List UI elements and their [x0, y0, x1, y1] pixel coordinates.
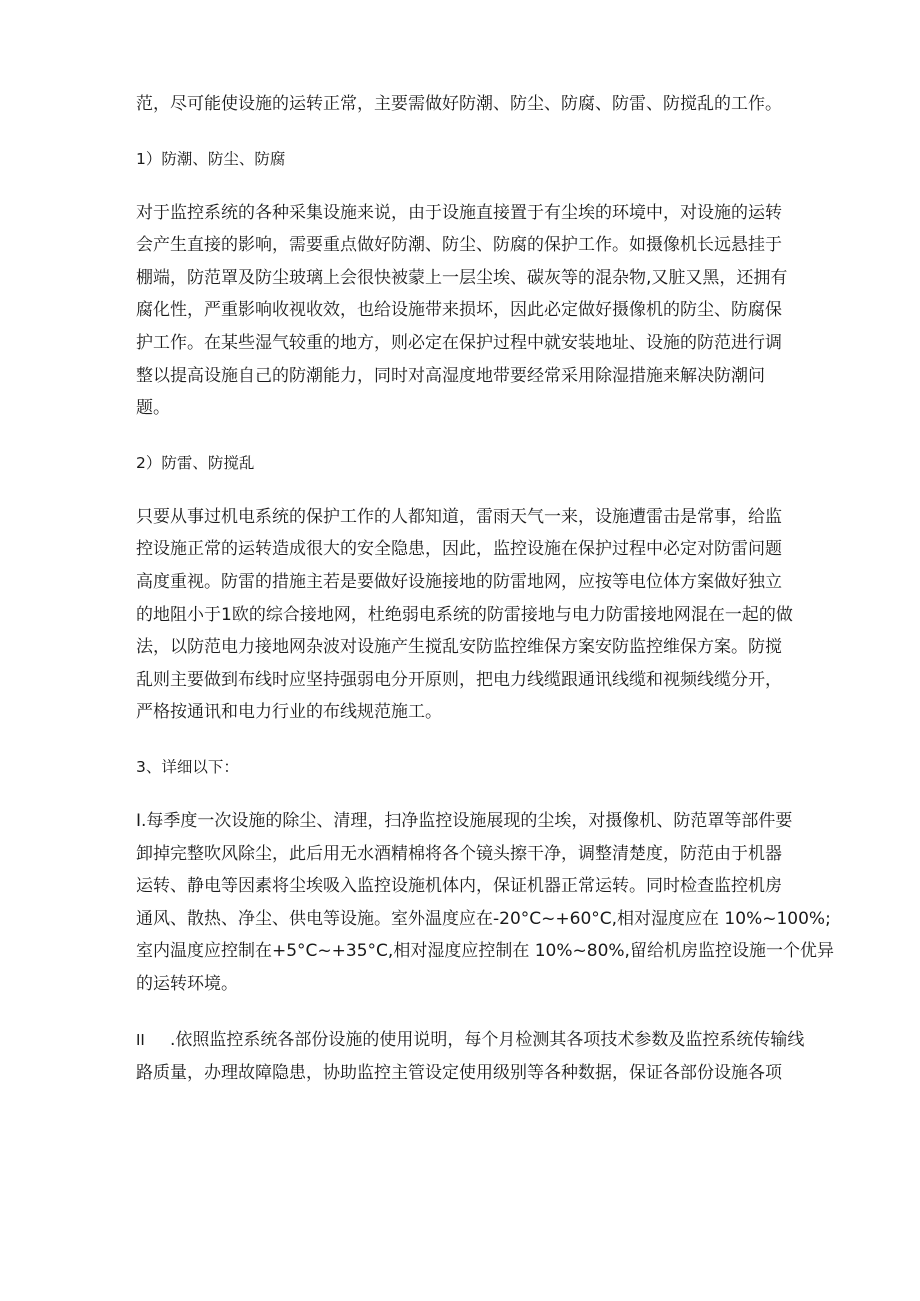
paragraph-monthly-inspection [136, 1024, 805, 1089]
text-line: 路质量，办理故障隐患，协助监控主管设定使用级别等各种数据，保证各部份设施各项 [136, 1063, 782, 1084]
section-heading-2: 2）防雷、防搅乱 [136, 453, 255, 472]
text-line: 题。 [136, 398, 170, 419]
paragraph-lightning-interference [136, 501, 802, 729]
section-heading-1: 1）防潮、防尘、防腐 [136, 149, 286, 168]
text-line-content: .依照监控系统各部份设施的使用说明，每个月检测其各项技术参数及监控系统传输线 [170, 1030, 805, 1051]
paragraph-quarterly-maintenance [136, 805, 834, 1001]
text-line: 室内温度应控制在+5°C~+35°C,相对湿度应控制在 10%~80%,留给机房监控设施一个优异 [136, 941, 834, 962]
text-line: 只要从事过机电系统的保护工作的人都知道，雷雨天气一来，设施遭雷击是常事，给监 [136, 506, 782, 527]
spacer [136, 1000, 802, 1024]
text-line: 范，尽可能使设施的运转正常，主要需做好防潮、防尘、防腐、防雷、防搅乱的工作。 [136, 94, 782, 114]
text-line: 高度重视。防雷的措施主若是要做好设施接地的防雷地网，应按等电位体方案做好独立 [136, 571, 782, 592]
text-line: 严格按通讯和电力行业的布线规范施工。 [136, 702, 442, 723]
text-line: 运转、静电等因素将尘埃吸入监控设施机体内，保证机器正常运转。同时检查监控机房 [136, 876, 782, 897]
text-line: 对于监控系统的各种采集设施来说，由于设施直接置于有尘埃的环境中，对设施的运转 [136, 202, 782, 223]
text-line: 的运转环境。 [136, 973, 238, 994]
spacer [136, 175, 802, 197]
text-line: 护工作。在某些湿气较重的地方，则必定在保护过程中就安装地址、设施的防范进行调 [136, 332, 782, 353]
paragraph-moisture-dust-corrosion [136, 197, 802, 425]
spacer [136, 425, 802, 447]
text-line: 腐化性，严重影响收视收效，也给设施带来损坏，因此必定做好摄像机的防尘、防腐保 [136, 300, 782, 321]
spacer [136, 783, 802, 805]
text-line-first [136, 1024, 805, 1057]
text-line: 棚端，防范罩及防尘玻璃上会很快被蒙上一层尘埃、碳灰等的混杂物,又脏又黑，还拥有 [136, 267, 788, 288]
text-line: 通风、散热、净尘、供电等设施。室外温度应在-20°C~+60°C,相对湿度应在 10%~100%; [136, 908, 831, 929]
text-line: 整以提高设施自己的防潮能力，同时对高湿度地带要经常采用除湿措施来解决防潮问 [136, 365, 765, 386]
text-line: 卸掉完整吹风除尘，此后用无水酒精棉将各个镜头擦干净，调整清楚度，防范由于机器 [136, 843, 782, 864]
text-line: 控设施正常的运转造成很大的安全隐患，因此，监控设施在保护过程中必定对防雷问题 [136, 539, 782, 560]
spacer [136, 479, 802, 501]
list-marker: II [136, 1031, 145, 1050]
text-line: 的地阻小于1欧的综合接地网，杜绝弱电系统的防雷接地与电力防雷接地网混在一起的做 [136, 604, 793, 625]
text-line: 会产生直接的影响，需要重点做好防潮、防尘、防腐的保护工作。如摄像机长远悬挂于 [136, 235, 782, 256]
spacer [136, 729, 802, 751]
text-line: 法，以防范电力接地网杂波对设施产生搅乱安防监控维保方案安防监控维保方案。防搅 [136, 637, 782, 658]
text-line: 乱则主要做到布线时应坚持强弱电分开原则，把电力线缆跟通讯线缆和视频线缆分开， [136, 669, 782, 690]
section-heading-3: 3、详细以下： [136, 757, 239, 776]
paragraph-intro [136, 88, 802, 121]
spacer [136, 121, 802, 143]
text-line: I.每季度一次设施的除尘、清理，扫净监控设施展现的尘埃，对摄像机、防范罩等部件要 [136, 810, 793, 831]
